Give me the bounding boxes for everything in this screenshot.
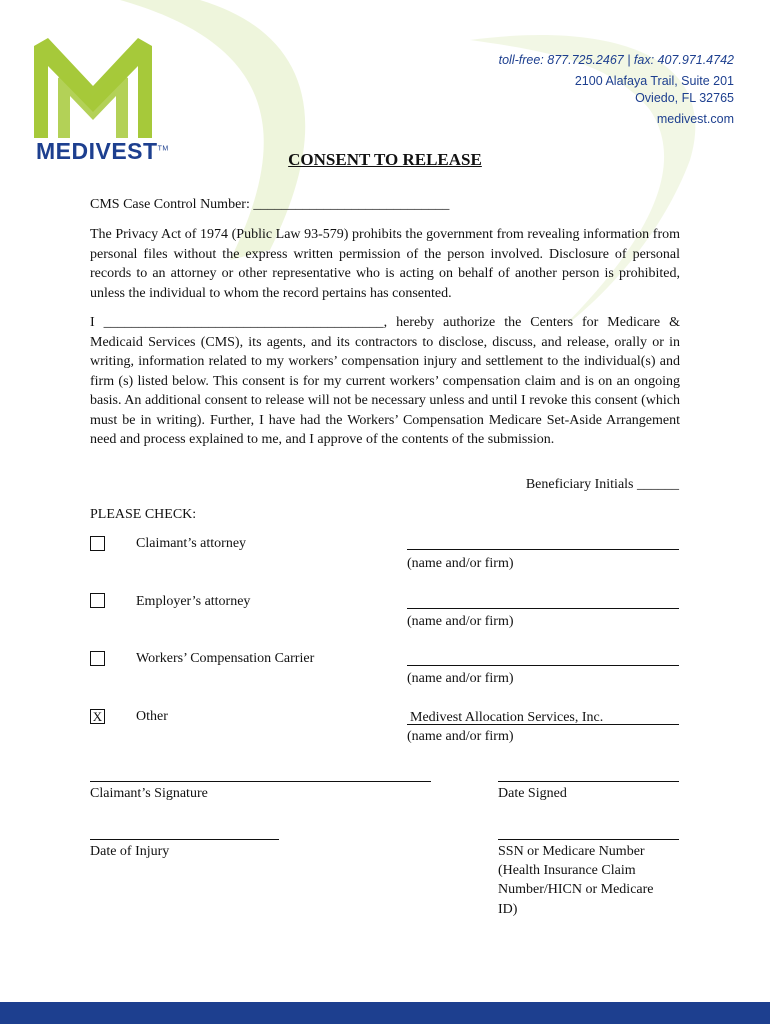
- ssn-label-line-2: (Health Insurance Claim: [498, 863, 636, 878]
- other-name-line: [407, 724, 679, 725]
- website-link[interactable]: medivest.com: [656, 112, 734, 126]
- authorization-paragraph: I ________________________________________, hereby authorize the Centers for Medicare & Medicaid Services (CMS), its agents, and its contractors to disclose, discuss, and release, orally or in writing, information related to my workers’ compensation injury and settlement to the individual(s) and firm (s) listed below. This consent is for my current workers’ compensation claim and is on an ongoing basis. An additional consent to release will not be necessary unless and until I revoke this consent (which must be in writing). Further, I have had the Workers’ Compensation Medicare Set-Aside Arrangement need and process explained to me, and I approve of the contents of the submission.: [90, 315, 680, 447]
- date-of-injury-label: Date of Injury: [90, 844, 170, 859]
- ssn-label-line-3: Number/HICN or Medicare: [498, 882, 654, 897]
- date-of-injury-line[interactable]: [90, 839, 279, 840]
- claimant-attorney-label: Claimant’s attorney: [136, 536, 247, 551]
- claimant-attorney-checkbox[interactable]: [90, 536, 105, 551]
- wc-carrier-name-line[interactable]: [407, 665, 679, 666]
- date-signed-label: Date Signed: [498, 786, 567, 801]
- wc-carrier-checkbox[interactable]: [90, 651, 105, 666]
- wc-carrier-label: Workers’ Compensation Carrier: [136, 651, 315, 666]
- employer-attorney-name-line[interactable]: [407, 608, 679, 609]
- beneficiary-initials-field[interactable]: Beneficiary Initials ______: [525, 477, 679, 492]
- claimant-signature-label: Claimant’s Signature: [90, 786, 208, 801]
- other-checkbox[interactable]: X: [90, 709, 105, 724]
- other-sublabel: (name and/or firm): [407, 729, 514, 744]
- trademark-mark: TM: [157, 145, 169, 153]
- other-name-value[interactable]: Medivest Allocation Services, Inc.: [410, 710, 604, 725]
- footer-bar: [0, 1002, 770, 1024]
- page-title: CONSENT TO RELEASE: [288, 150, 482, 169]
- claimant-attorney-name-line[interactable]: [407, 549, 679, 550]
- employer-attorney-sublabel: (name and/or firm): [407, 614, 514, 629]
- ssn-line[interactable]: [498, 839, 679, 840]
- please-check-heading: PLEASE CHECK:: [90, 507, 197, 522]
- medivest-logo-icon: [34, 38, 152, 138]
- logo-wordmark: MEDIVEST: [36, 138, 158, 164]
- employer-attorney-checkbox[interactable]: [90, 593, 105, 608]
- ssn-label-line-1: SSN or Medicare Number: [498, 844, 645, 859]
- wc-carrier-sublabel: (name and/or firm): [407, 671, 514, 686]
- privacy-act-paragraph: The Privacy Act of 1974 (Public Law 93-579) prohibits the government from revealing information from personal files without the express written permission of the person involved. Disclosure of personal records to an attorney or other representative who is acting on behalf of another person is prohibited, unless the individual to whom the record pertains has consented.: [90, 227, 680, 301]
- ssn-label-line-4: ID): [498, 902, 518, 917]
- claimant-signature-line[interactable]: [90, 781, 431, 782]
- other-label: Other: [136, 709, 168, 724]
- address-line-2: Oviedo, FL 32765: [635, 91, 734, 105]
- claimant-attorney-sublabel: (name and/or firm): [407, 556, 514, 571]
- case-control-number-field[interactable]: CMS Case Control Number: ____________________________: [90, 197, 450, 212]
- address-line-1: 2100 Alafaya Trail, Suite 201: [574, 74, 734, 88]
- employer-attorney-label: Employer’s attorney: [136, 594, 251, 609]
- contact-phone-fax: toll-free: 877.725.2467 | fax: 407.971.4742: [498, 53, 734, 67]
- date-signed-line[interactable]: [498, 781, 679, 782]
